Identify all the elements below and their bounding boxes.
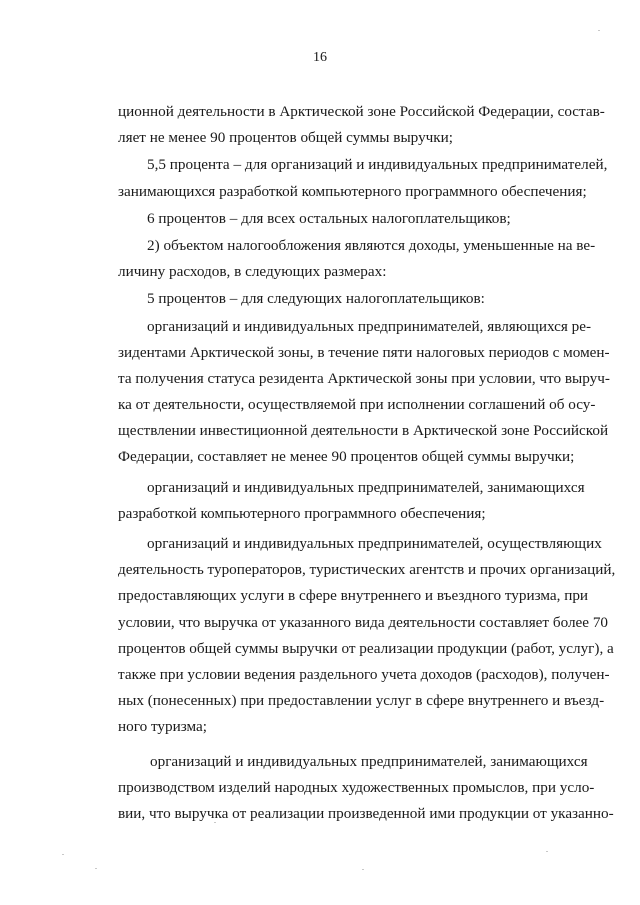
text-line: 5 процентов – для следующих налогоплательщиков: bbox=[147, 290, 485, 308]
scan-speck bbox=[62, 854, 64, 855]
text-line: личину расходов, в следующих размерах: bbox=[118, 263, 387, 281]
text-line: также при условии ведения раздельного учета доходов (расходов), получен- bbox=[118, 665, 610, 683]
scan-speck bbox=[546, 851, 548, 852]
text-line: занимающихся разработкой компьютерного программного обеспечения; bbox=[118, 182, 587, 200]
text-line: ных (понесенных) при предоставлении услуг в сфере внутреннего и въезд- bbox=[118, 692, 605, 710]
page-number: 16 bbox=[313, 50, 327, 65]
text-line: ционной деятельности в Арктической зоне Российской Федерации, состав- bbox=[118, 103, 605, 120]
scan-speck bbox=[362, 869, 364, 870]
text-line: процентов общей суммы выручки от реализации продукции (работ, услуг), а bbox=[118, 639, 614, 657]
text-line: условии, что выручка от указанного вида деятельности составляет более 70 bbox=[118, 613, 609, 631]
text-line: 5,5 процента – для организаций и индивидуальных предпринимателей, bbox=[147, 156, 608, 174]
scan-speck bbox=[95, 868, 97, 869]
text-line: ляет не менее 90 процентов общей суммы выручки; bbox=[118, 129, 454, 147]
text-line: 2) объектом налогообложения являются доходы, уменьшенные на ве- bbox=[147, 236, 596, 254]
text-line: разработкой компьютерного программного обеспечения; bbox=[118, 504, 486, 522]
text-line: производством изделий народных художественных промыслов, при усло- bbox=[118, 778, 595, 796]
text-line: организаций и индивидуальных предпринимателей, осуществляющих bbox=[147, 535, 602, 552]
text-line: та получения статуса резидента Арктической зоны при условии, что выруч- bbox=[118, 369, 610, 387]
text-line: деятельность туроператоров, туристических агентств и прочих организаций, bbox=[118, 561, 616, 579]
text-line: 6 процентов – для всех остальных налогоплательщиков; bbox=[147, 209, 511, 227]
text-line: ка от деятельности, осуществляемой при исполнении соглашений об осу- bbox=[118, 396, 596, 414]
text-line: Федерации, составляет не менее 90 процентов общей суммы выручки; bbox=[118, 448, 575, 466]
text-line: зидентами Арктической зоны, в течение пяти налоговых периодов с момен- bbox=[118, 343, 610, 361]
text-line: организаций и индивидуальных предпринимателей, занимающихся bbox=[147, 478, 585, 496]
scan-speck bbox=[598, 30, 600, 31]
text-line: предоставляющих услуги в сфере внутреннего и въездного туризма, при bbox=[118, 587, 589, 605]
text-line: организаций и индивидуальных предпринимателей, являющихся ре- bbox=[147, 317, 592, 335]
text-line: организаций и индивидуальных предпринимателей, занимающихся bbox=[150, 752, 588, 770]
text-line: вии, что выручка от реализации произведенной ими продукции от указанно- bbox=[118, 804, 614, 822]
document-body bbox=[118, 99, 616, 827]
text-line: ного туризма; bbox=[118, 718, 207, 736]
text-line: ществлении инвестиционной деятельности в Арктической зоне Российской bbox=[118, 422, 609, 440]
scan-speck bbox=[214, 822, 216, 823]
